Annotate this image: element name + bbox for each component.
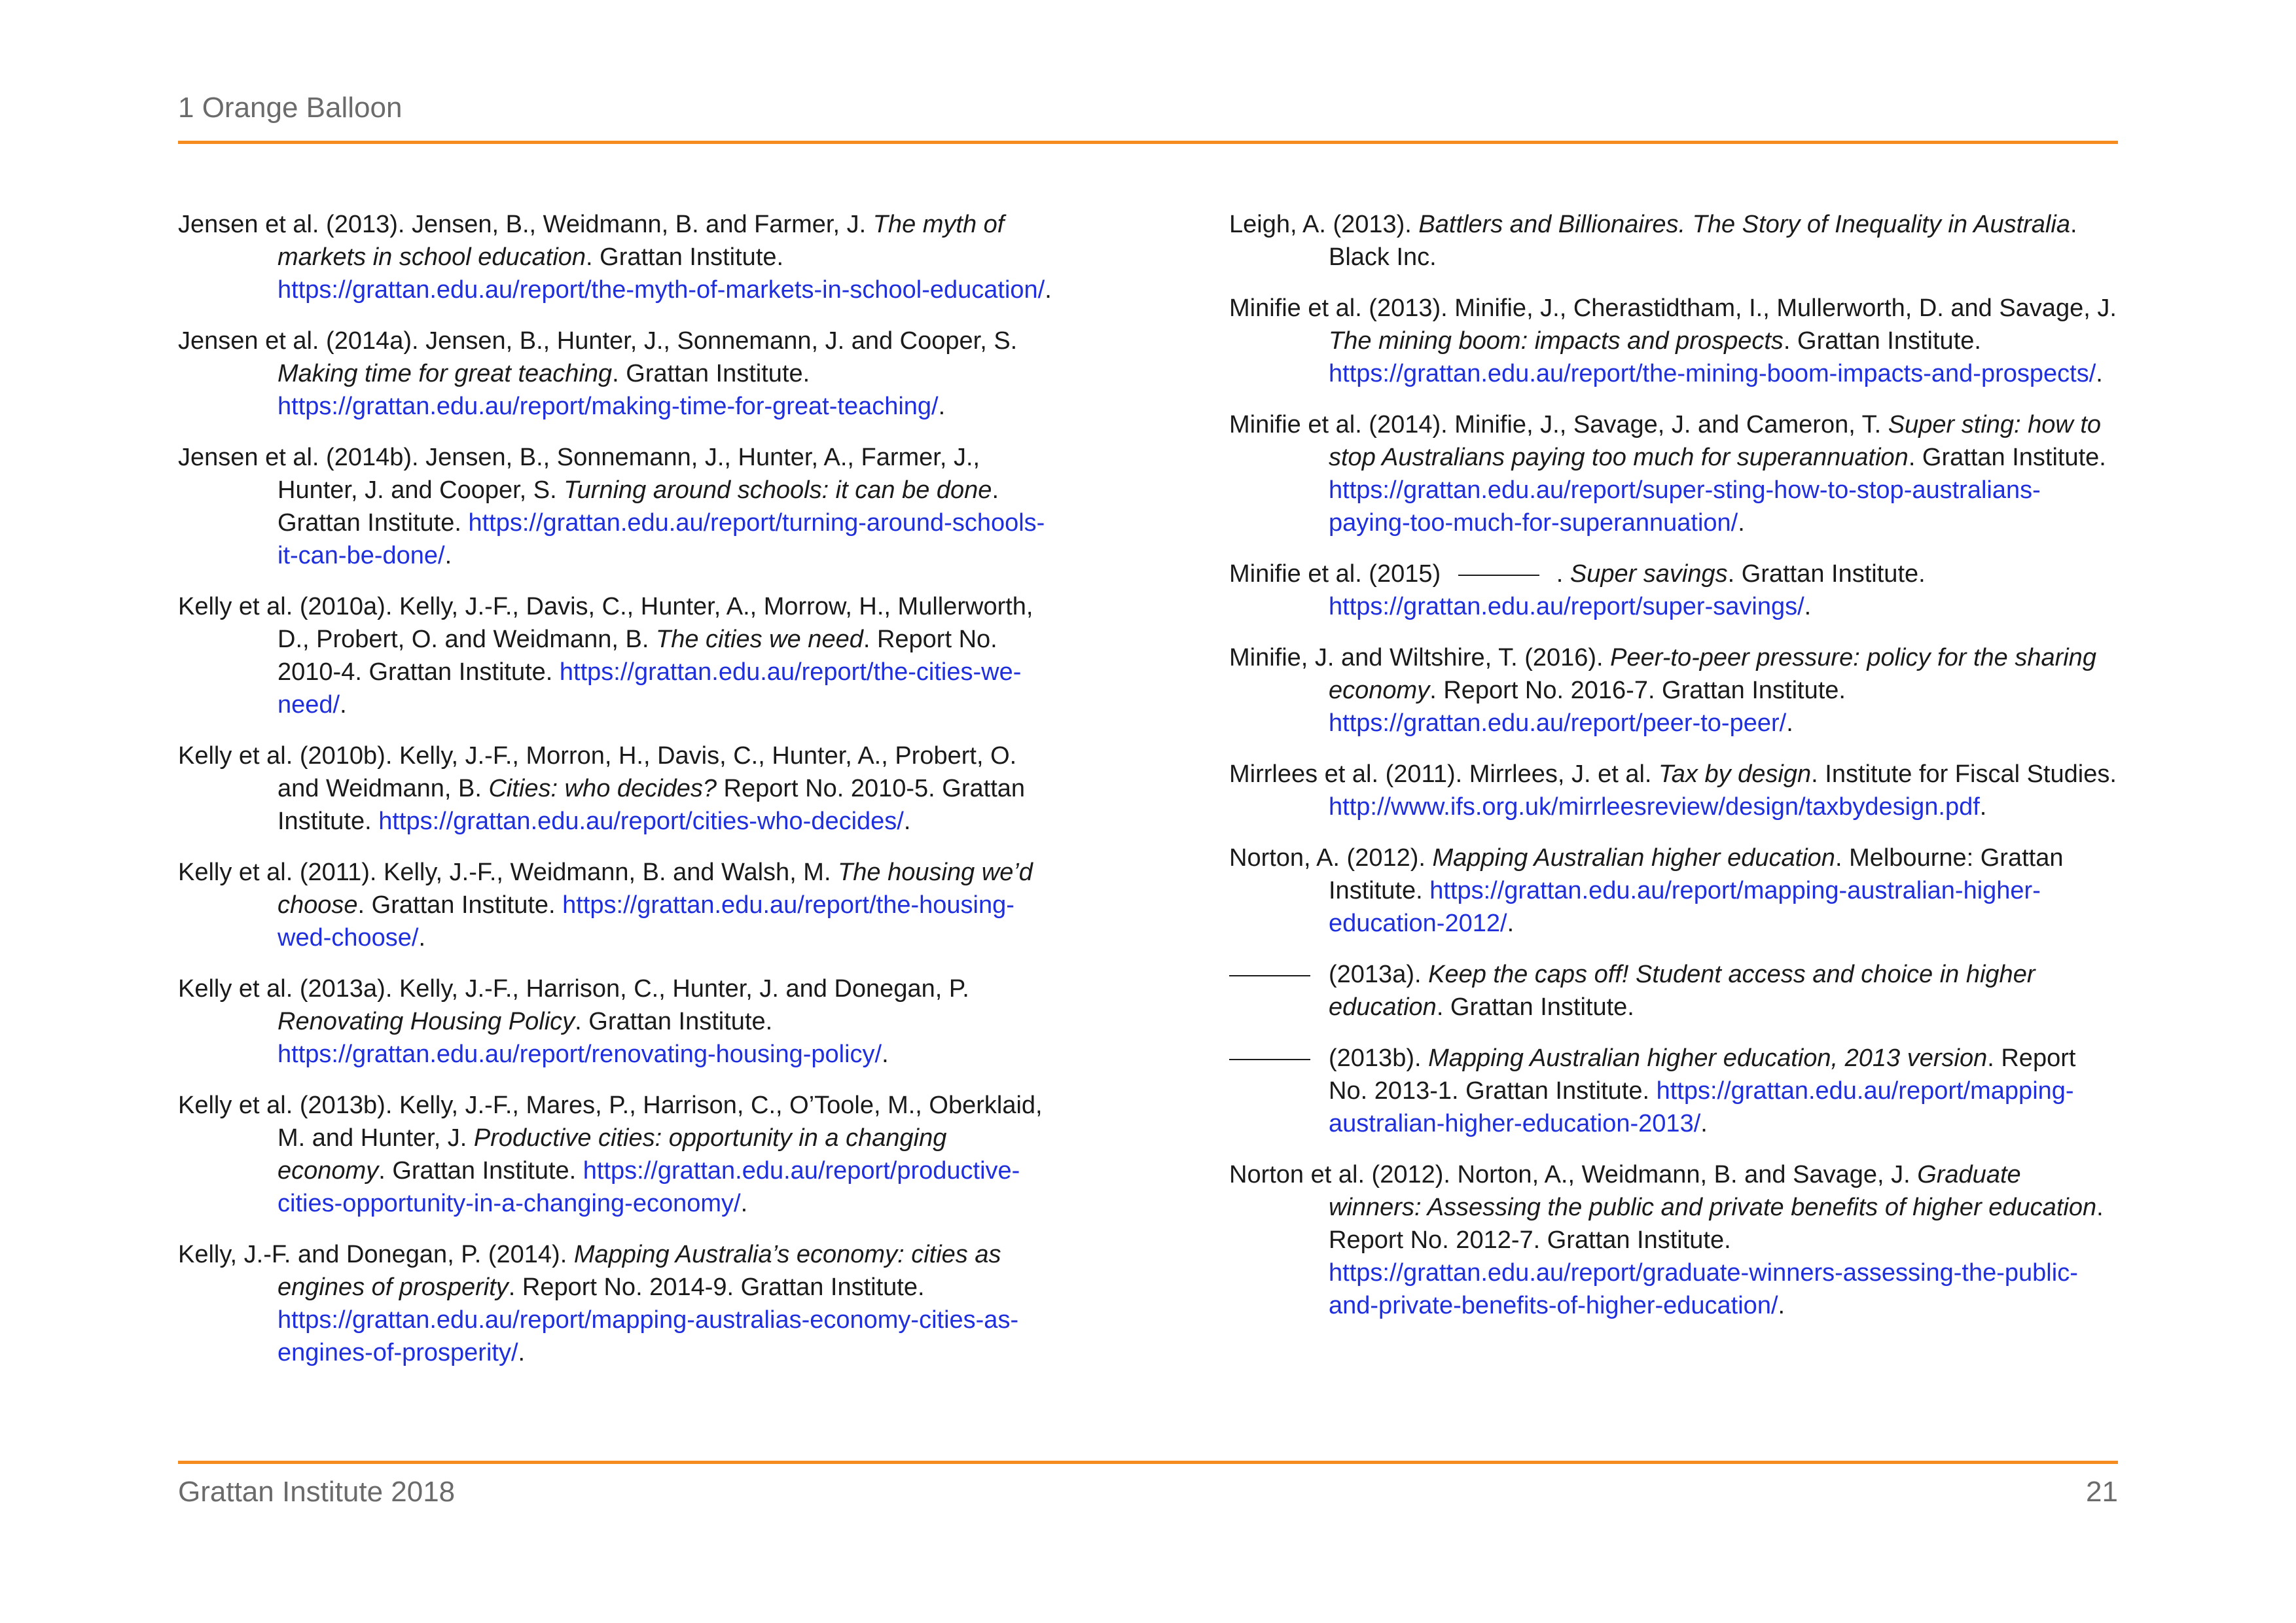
reference-link[interactable]: https://grattan.edu.au/report/the-housing-wed-choose/	[278, 891, 1014, 952]
references-left-column	[178, 208, 1058, 1387]
reference-end: .	[1045, 276, 1052, 304]
reference-entry	[1229, 842, 2119, 940]
reference-text: . Grattan Institute.	[1436, 993, 1634, 1021]
reference-entry	[178, 1238, 1058, 1369]
reference-text: Kelly et al. (2011). Kelly, J.-F., Weidmann, B. and Walsh, M.	[178, 859, 838, 886]
reference-title: Mapping Australian higher education, 2013 version	[1428, 1044, 1988, 1072]
reference-end: .	[518, 1339, 526, 1366]
reference-end: .	[418, 924, 426, 952]
reference-link[interactable]: https://grattan.edu.au/report/renovating-housing-policy/	[278, 1041, 882, 1068]
reference-text: . Report No. 2012-7. Grattan Institute.	[1329, 1194, 2104, 1254]
reference-text: . Grattan Institute.	[1727, 560, 1926, 588]
reference-text: Minifie et al. (2013). Minifie, J., Cherastidtham, I., Mullerworth, D. and Savage, J.	[1229, 294, 2117, 322]
reference-text: . Melbourne: Grattan Institute.	[1329, 844, 2064, 904]
reference-entry	[1229, 1158, 2119, 1322]
reference-entry	[178, 325, 1058, 423]
reference-end: .	[1804, 593, 1812, 620]
reference-text: . Black Inc.	[1329, 211, 2077, 271]
reference-text: . Report No. 2016-7. Grattan Institute.	[1429, 677, 1846, 704]
reference-link[interactable]: https://grattan.edu.au/report/mapping-australian-higher-education-2012/	[1329, 877, 2041, 937]
reference-title: Battlers and Billionaires. The Story of Inequality in Australia	[1418, 211, 2070, 238]
reference-entry	[1229, 758, 2119, 823]
reference-entry	[178, 1089, 1058, 1220]
reference-link[interactable]: https://grattan.edu.au/report/peer-to-peer/	[1329, 709, 1787, 737]
reference-text: . Report No. 2014-9. Grattan Institute.	[508, 1274, 925, 1301]
reference-end: .	[1786, 709, 1793, 737]
reference-end: .	[340, 691, 347, 719]
reference-text: Report No. 2010-5. Grattan Institute.	[278, 775, 1026, 835]
reference-entry	[178, 208, 1058, 306]
reference-link[interactable]: https://grattan.edu.au/report/the-mining-boom-impacts-and-prospects/	[1329, 360, 2096, 387]
reference-end: .	[1507, 910, 1515, 937]
reference-text: .	[1556, 560, 1570, 588]
page-number: 21	[2086, 1476, 2118, 1508]
reference-entry	[1229, 641, 2119, 740]
reference-link[interactable]: https://grattan.edu.au/report/mapping-australian-higher-education-2013/	[1329, 1077, 2074, 1137]
reference-end: .	[1700, 1110, 1708, 1137]
reference-entry	[1229, 958, 2119, 1024]
reference-text: . Grattan Institute.	[586, 243, 784, 271]
reference-link[interactable]: https://grattan.edu.au/report/graduate-winners-assessing-the-public-and-private-benefits-of-higher-education/	[1329, 1259, 2078, 1319]
header-rule	[178, 141, 2118, 144]
reference-entry	[1229, 208, 2119, 274]
footer-rule	[178, 1461, 2118, 1464]
reference-title: Mapping Australian higher education	[1432, 844, 1835, 872]
reference-title: Tax by design	[1659, 760, 1812, 788]
reference-title: Mapping Australia’s economy: cities as engines of prosperity	[278, 1241, 1001, 1301]
reference-text: Jensen et al. (2014a). Jensen, B., Hunter, J., Sonnemann, J. and Cooper, S.	[178, 327, 1018, 355]
reference-text: . Institute for Fiscal Studies.	[1811, 760, 2117, 788]
reference-entry	[178, 972, 1058, 1071]
reference-end: .	[1778, 1292, 1785, 1319]
reference-entry	[1229, 558, 2119, 623]
author-repeat-dash	[1229, 975, 1310, 976]
reference-title: Graduate winners: Assessing the public and private benefits of higher education	[1329, 1161, 2097, 1221]
reference-text: Minifie et al. (2015)	[1229, 560, 1448, 588]
reference-title: The housing we’d choose	[278, 859, 1033, 919]
reference-link[interactable]: https://grattan.edu.au/report/cities-who-decides/	[378, 808, 904, 835]
references-right-column	[1229, 208, 2119, 1340]
reference-title: Turning around schools: it can be done	[564, 476, 992, 504]
reference-text: (2013a).	[1329, 961, 1429, 988]
reference-link[interactable]: http://www.ifs.org.uk/mirrleesreview/design/taxbydesign.pdf	[1329, 793, 1980, 821]
reference-link[interactable]: https://grattan.edu.au/report/the-myth-of-markets-in-school-education/	[278, 276, 1045, 304]
reference-link[interactable]: https://grattan.edu.au/report/turning-around-schools-it-can-be-done/	[278, 509, 1045, 569]
reference-title: Cities: who decides?	[488, 775, 717, 802]
reference-text: . Grattan Institute.	[357, 891, 563, 919]
reference-entry	[178, 740, 1058, 838]
reference-entry	[178, 856, 1058, 954]
reference-text: . Grattan Institute.	[378, 1157, 583, 1185]
reference-title: The myth of markets in school education	[278, 211, 1005, 271]
footer-publisher: Grattan Institute 2018	[178, 1476, 456, 1508]
reference-link[interactable]: https://grattan.edu.au/report/super-sting-how-to-stop-australians-paying-too-much-for-superannuation/	[1329, 476, 2041, 537]
reference-title: The cities we need	[656, 626, 863, 653]
reference-text: Leigh, A. (2013).	[1229, 211, 1419, 238]
reference-title: Renovating Housing Policy	[278, 1008, 575, 1035]
reference-text: Kelly, J.-F. and Donegan, P. (2014).	[178, 1241, 574, 1268]
author-repeat-dash	[1458, 575, 1539, 576]
reference-end: .	[1979, 793, 1987, 821]
reference-title: Productive cities: opportunity in a changing economy	[278, 1124, 947, 1185]
reference-text: . Report No. 2013-1. Grattan Institute.	[1329, 1044, 2076, 1105]
reference-end: .	[938, 393, 946, 420]
reference-end: .	[882, 1041, 889, 1068]
reference-text: Mirrlees et al. (2011). Mirrlees, J. et al.	[1229, 760, 1659, 788]
reference-end: .	[444, 542, 452, 569]
reference-text: Norton, A. (2012).	[1229, 844, 1433, 872]
reference-text: . Grattan Institute.	[575, 1008, 773, 1035]
reference-text: (2013b).	[1329, 1044, 1429, 1072]
reference-end: .	[2096, 360, 2103, 387]
reference-entry	[1229, 1042, 2119, 1140]
reference-title: Super sting: how to stop Australians paying too much for superannuation	[1329, 411, 2102, 471]
reference-link[interactable]: https://grattan.edu.au/report/productive-cities-opportunity-in-a-changing-economy/	[278, 1157, 1020, 1217]
reference-text: . Grattan Institute.	[278, 476, 999, 537]
reference-link[interactable]: https://grattan.edu.au/report/making-time-for-great-teaching/	[278, 393, 939, 420]
reference-entry	[1229, 292, 2119, 390]
reference-text: Kelly et al. (2013a). Kelly, J.-F., Harrison, C., Hunter, J. and Donegan, P.	[178, 975, 969, 1003]
reference-text: . Report No. 2010-4. Grattan Institute.	[278, 626, 997, 686]
reference-title: Making time for great teaching	[278, 360, 613, 387]
reference-title: Keep the caps off! Student access and choice in higher education	[1329, 961, 2036, 1021]
reference-end: .	[903, 808, 911, 835]
reference-text: Kelly et al. (2010a). Kelly, J.-F., Davis, C., Hunter, A., Morrow, H., Mullerworth, D., Probert, O. and Weidmann, B.	[178, 593, 1033, 653]
reference-entry	[1229, 408, 2119, 539]
reference-text: Minifie, J. and Wiltshire, T. (2016).	[1229, 644, 1611, 671]
reference-text: . Grattan Institute.	[1783, 327, 1981, 355]
reference-text: . Grattan Institute.	[1908, 444, 2106, 471]
reference-entry	[178, 590, 1058, 721]
reference-text: Norton et al. (2012). Norton, A., Weidmann, B. and Savage, J.	[1229, 1161, 1918, 1188]
reference-entry	[178, 441, 1058, 572]
reference-text: Jensen et al. (2014b). Jensen, B., Sonnemann, J., Hunter, A., Farmer, J., Hunter, J. and Cooper, S.	[178, 444, 980, 504]
reference-text: . Grattan Institute.	[612, 360, 810, 387]
running-header: 1 Orange Balloon	[178, 92, 403, 124]
author-repeat-dash	[1229, 1059, 1310, 1060]
reference-link[interactable]: https://grattan.edu.au/report/mapping-australias-economy-cities-as-engines-of-prosperity/	[278, 1306, 1019, 1366]
reference-text: Kelly et al. (2010b). Kelly, J.-F., Morron, H., Davis, C., Hunter, A., Probert, O. and Weidmann, B.	[178, 742, 1017, 802]
reference-link[interactable]: https://grattan.edu.au/report/super-savings/	[1329, 593, 1804, 620]
reference-title: Super savings	[1570, 560, 1728, 588]
reference-end: .	[1738, 509, 1745, 537]
reference-text: Jensen et al. (2013). Jensen, B., Weidmann, B. and Farmer, J.	[178, 211, 873, 238]
reference-title: Peer-to-peer pressure: policy for the sharing economy	[1329, 644, 2096, 704]
reference-title: The mining boom: impacts and prospects	[1329, 327, 1784, 355]
reference-end: .	[740, 1190, 748, 1217]
reference-text: Kelly et al. (2013b). Kelly, J.-F., Mares, P., Harrison, C., O’Toole, M., Oberklaid, M. and Hunter, J.	[178, 1092, 1043, 1152]
reference-text: Minifie et al. (2014). Minifie, J., Savage, J. and Cameron, T.	[1229, 411, 1888, 438]
reference-link[interactable]: https://grattan.edu.au/report/the-cities-we-need/	[278, 658, 1022, 719]
